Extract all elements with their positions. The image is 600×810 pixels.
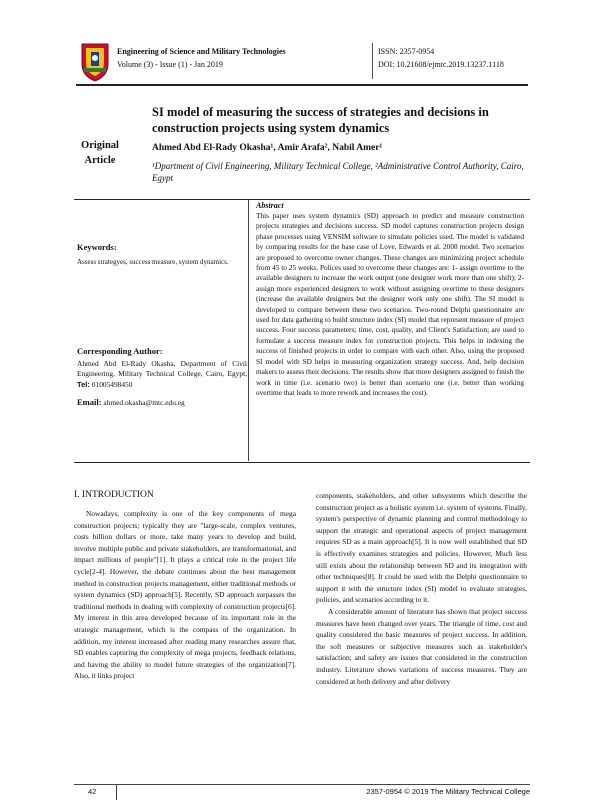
footer-divider — [116, 784, 117, 800]
abstract-heading: Abstract — [256, 201, 284, 210]
intro-paragraph-2: components, stakeholders, and other subsystems which describe the construction project as a holistic system i.e. system of systems. Finally, system's perspective of dynamic planning and control methodology to support the strategic and operational aspects of project management requires SD as a main approach[5]. It is now well established that SD is effectively examines strategies and policies. However, Much less still exists about the relationship between SD and its integration with other techniques[8]. It could be used with the Delphi questionnaire to support it with the structure index (SI) model to evaluate strategies, policies, and scenarios according to it. — [316, 491, 527, 605]
journal-ids — [378, 45, 578, 71]
email-line — [77, 397, 247, 408]
tel-label: Tel: — [77, 379, 90, 389]
corresponding-heading: Corresponding Author: — [77, 346, 163, 356]
header-rule — [76, 84, 528, 86]
tel-number: 01005498450 — [91, 379, 133, 389]
abstract-text: This paper uses system dynamics (SD) approach to predict and measure construction projects strategies and decisions success. SD model captures construction projects design phase processes using VENSIM software to simulate policies used. The model is validated by comparing results for the base case of Love, Edwards et al. 2008 model. Two scenarios are proposed to overcome owner changes. These changes are minimizing project schedule from 45 to 25 weeks. Polices used to overcome these changes are: 1- assign overtime to the available designers to increase the work output (one designer work more than one shift); 2- assign more experienced designers to work without assigning overtime to these designers (increase the available designers but the designer work only one shift). The SI model is developed to compare between these two scenarios. Two-round Delphi questionnaire are used for data gathering to build structure index (SI) model that represent measure of project success. Four success parameters; time, cost, quality, and Client's Satisfaction; are used to formulate a success measure index for construction projects. This helps in indexing the success of finished projects in order to compare with each other. Also, using the proposed SI model with SD helps in measuring organization strategy success. And, help decision makers to assess their decisions. The results show that more designers assigned to finish the work in time (i.e. scenario two) is better than scenario one (i.e. better than working overtime that leads to more rework and increases the cost). — [256, 211, 524, 397]
body-column-left — [74, 508, 296, 682]
keywords-text: Assess strategyes, success measure, system dynamics. — [77, 258, 229, 266]
section-heading-introduction: I. INTRODUCTION — [74, 490, 154, 500]
footer-rule — [74, 784, 530, 785]
email-label: Email: — [77, 397, 102, 407]
header-divider — [372, 43, 373, 79]
affiliation: ¹Dpartment of Civil Engineering, Military Technical College, ²Administrative Control Authority, Cairo, Egypt — [152, 161, 524, 183]
doi[interactable]: DOI: 10.21608/ejmtc.2019.13237.1118 — [378, 60, 504, 69]
mtc-crest-icon — [78, 42, 112, 82]
journal-volume: Volume (3) - Issue (1) - Jan 2019 — [117, 60, 223, 69]
journal-header — [117, 45, 372, 71]
corresponding-text — [77, 359, 247, 390]
footer-copyright: 2357-0954 © 2019 The Military Technical College — [366, 787, 530, 796]
abstract-table-divider — [248, 200, 249, 461]
authors: Ahmed Abd El-Rady Okasha¹, Amir Arafa², Nabil Amer¹ — [152, 143, 383, 153]
body-column-right — [316, 490, 527, 687]
keywords-heading: Keywords: — [77, 242, 117, 252]
issn: ISSN: 2357-0954 — [378, 47, 435, 56]
intro-paragraph-3: A considerable amount of literature has shown that project success measures have been changed over years. The triangle of time, cost and quality considered the basic measures of project success. In addition, the soft measures or subjective measures such as stakeholder's satisfaction; and safety are issues that considered in the construction industry. Literature shows variations of success measures. They are considered at both delivery and after delivery — [316, 606, 527, 686]
page-number: 42 — [88, 787, 97, 796]
intro-paragraph-1: Nowadays, complexity is one of the key components of mega construction projects; typically they are "large-scale, complex ventures, costs billion dollars or more, take many years to develop and build, involve multiple public and private stakeholders, are transformational, and impact millions of people"[1]. It plays a critical role in the project life cycle[2-4]. However, the debate continues about the best management method in construction projects management, either traditional methods or system dynamics (SD) approach[5]. Recently, SD approach surpasses the traditional methods in dealing with complexity of construction projects[6]. My interest in this area developed because of its important role in the strategic management, which is the compass of the organization. In addition, my interest increased after reading many researches assure that, SD enables capturing the complexity of mega projects, feedback relations, and having the ability to model future strategies of the organization[7]. Also, it links project — [74, 509, 296, 681]
journal-name: Engineering of Science and Military Technologies — [117, 47, 286, 56]
article-type: Original Article — [81, 140, 119, 166]
paper-title: SI model of measuring the success of strategies and decisions in construction projects using system dynamics — [152, 105, 489, 135]
email-address[interactable]: ahmed.okasha@mtc.edu.eg — [103, 398, 185, 407]
corresponding-address: Ahmed Abd El-Rady Okasha, Department of Civil Engineering, Military Technical College, Cairo, Egypt, — [77, 359, 247, 379]
